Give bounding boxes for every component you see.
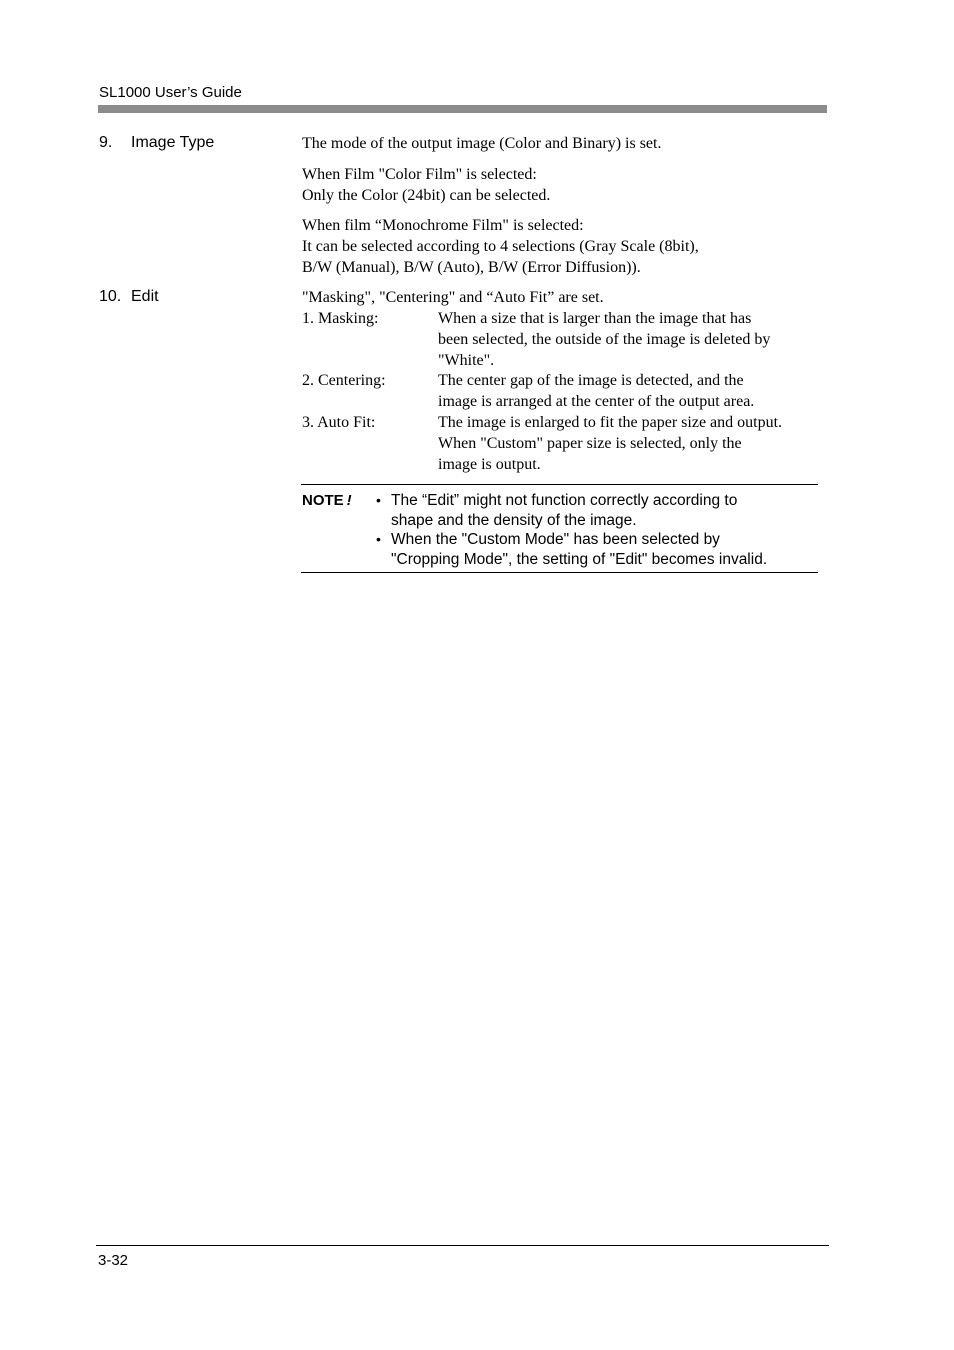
- paragraph-line: When Film "Color Film" is selected:: [302, 166, 537, 183]
- paragraph-line: The “Edit” might not function correctly according to: [391, 492, 738, 509]
- image-type-mono-film: [302, 215, 822, 278]
- note-bottom-rule: [301, 572, 818, 573]
- paragraph-line: image is output.: [438, 456, 541, 473]
- note-exclamation-icon: !: [346, 492, 352, 509]
- paragraph-line: When the "Custom Mode" has been selected by: [391, 531, 720, 548]
- section-title-text: Edit: [131, 288, 159, 305]
- section-number: 9.: [99, 134, 113, 151]
- edit-item-description: [438, 370, 754, 412]
- paragraph-line: image is arranged at the center of the output area.: [438, 393, 755, 410]
- paragraph-line: The mode of the output image (Color and Binary) is set.: [302, 135, 662, 152]
- note-label-text: NOTE: [302, 492, 344, 509]
- note-top-rule: [301, 484, 818, 485]
- section-title-edit: [99, 287, 159, 307]
- edit-item-term: 2. Centering:: [302, 372, 386, 389]
- page-number: 3-32: [98, 1252, 129, 1269]
- paragraph-line: When "Custom" paper size is selected, only the: [438, 435, 742, 452]
- note-item-text: [391, 491, 737, 530]
- edit-item-term: 1. Masking:: [302, 310, 379, 327]
- edit-item-term: 3. Auto Fit:: [302, 414, 376, 431]
- paragraph-line: "White".: [438, 352, 495, 369]
- paragraph-line: The image is enlarged to fit the paper size and output.: [438, 414, 783, 431]
- section-title-text: Image Type: [131, 134, 215, 151]
- image-type-color-film: [302, 164, 822, 206]
- paragraph-line: been selected, the outside of the image is deleted by: [438, 331, 771, 348]
- note-item-text: [391, 530, 767, 569]
- note-label: [302, 491, 352, 510]
- edit-intro: [302, 287, 822, 308]
- paragraph-line: Only the Color (24bit) can be selected.: [302, 187, 551, 204]
- page-header-title: SL1000 User’s Guide: [99, 84, 242, 101]
- paragraph-line: B/W (Manual), B/W (Auto), B/W (Error Diffusion)).: [302, 259, 641, 276]
- section-title-image-type: [99, 133, 214, 153]
- edit-item-description: [438, 412, 782, 475]
- paragraph-line: "Cropping Mode", the setting of "Edit" becomes invalid.: [391, 550, 768, 568]
- header-rule: [98, 105, 827, 113]
- paragraph-line: When a size that is larger than the image that has: [438, 310, 752, 327]
- paragraph-line: The center gap of the image is detected, and the: [438, 372, 744, 389]
- paragraph-line: It can be selected according to 4 selections (Gray Scale (8bit),: [302, 238, 699, 255]
- bullet-icon: •: [376, 492, 381, 508]
- edit-item-description: [438, 308, 770, 371]
- bullet-icon: •: [376, 531, 381, 547]
- image-type-intro: [302, 133, 822, 154]
- paragraph-line: When film “Monochrome Film" is selected:: [302, 217, 584, 234]
- paragraph-line: shape and the density of the image.: [391, 511, 637, 529]
- footer-rule: [96, 1245, 829, 1246]
- section-number: 10.: [99, 288, 122, 305]
- paragraph-line: "Masking", "Centering" and “Auto Fit” are set.: [302, 289, 604, 306]
